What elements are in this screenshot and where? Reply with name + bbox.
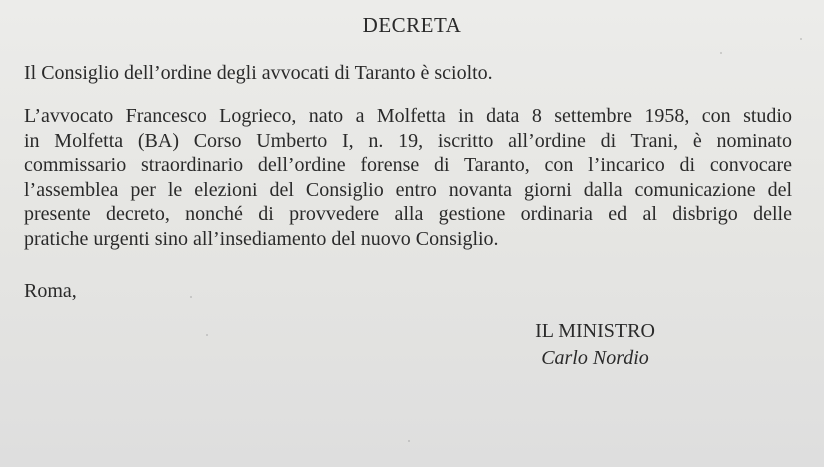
place-line: Roma, [24, 280, 77, 302]
paper-speck [800, 38, 802, 40]
appointment-line-4: l’assemblea per le elezioni del Consiglio entro novanta giorni dalla comunicazione del [24, 178, 792, 201]
signature-title: IL MINISTRO [535, 320, 655, 342]
appointment-line-5: presente decreto, nonché di provvedere alla gestione ordinaria ed al disbrigo delle [24, 203, 792, 226]
paper-speck [190, 296, 192, 298]
decree-heading: DECRETA [362, 13, 462, 37]
dissolution-paragraph: Il Consiglio dell’ordine degli avvocati di Taranto è sciolto. [24, 62, 493, 84]
paper-speck [206, 334, 208, 336]
appointment-line-2: in Molfetta (BA) Corso Umberto I, n. 19, iscritto all’ordine di Trani, è nominato [24, 129, 792, 152]
appointment-line-1: L’avvocato Francesco Logrieco, nato a Molfetta in data 8 settembre 1958, con studio [24, 105, 792, 127]
signature-name: Carlo Nordio [541, 347, 649, 369]
signature-block [520, 320, 670, 370]
appointment-paragraph [24, 104, 792, 252]
paper-speck [408, 440, 410, 442]
appointment-line-3: commissario straordinario dell’ordine forense di Taranto, con l’incarico di convocare [24, 154, 792, 177]
paper-speck [720, 52, 722, 54]
appointment-line-6: pratiche urgenti sino all’insediamento del nuovo Consiglio. [24, 227, 499, 250]
